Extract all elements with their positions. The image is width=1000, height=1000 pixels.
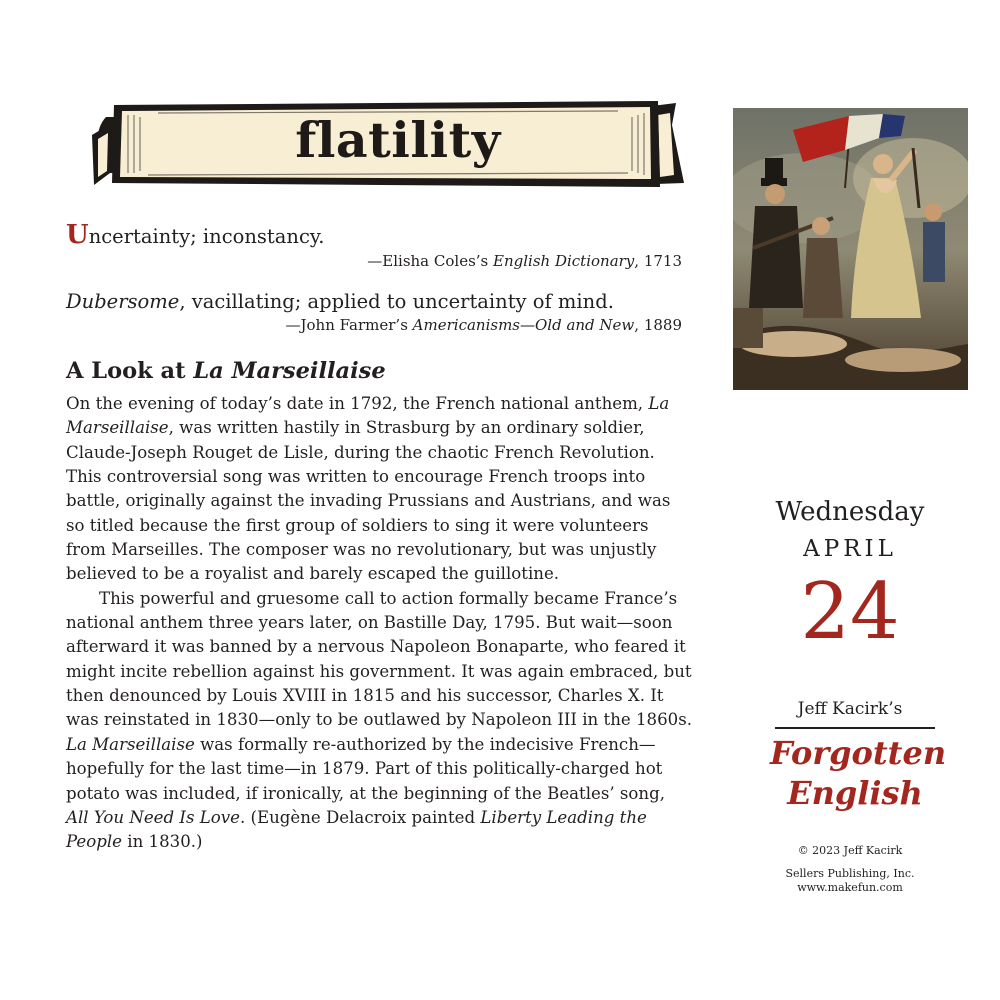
definition-2 [66,289,614,315]
text-run-italic: Liberty Leading the People [66,807,647,852]
text-run: , was written hastily in Strasburg by an ordinary soldier, Claude-Joseph Rouget de Lisle, during the chaotic French Revolution. This controversial song was written to encourage French troops into battle, originally against the invading Prussians and Austrians, and was so titled because the first group of soldiers to sing it were volunteers from Marseilles. The composer was no revolutionary, but was unjustly believed to be a royalist and barely escaped the guillotine. [66,418,671,584]
definition-1 [66,222,325,250]
text-run-italic: La Marseillaise [66,394,670,438]
painting-image [733,108,968,394]
definition-1-source [367,251,682,271]
text-run: . (Eugène Delacroix painted [239,807,481,827]
text-run: This powerful and gruesome call to action formally became France’s national anthem three years later, on Bastille Day, 1795. But wait—soon afterward it was banned by a nervous Napoleon Bonaparte, who feared it might incite rebellion against his government. It was again embraced, but then denounced by Louis XVIII in 1815 and his successor, Charles X. It was reinstated in 1830—only to be outlawed by Napoleon III in the 1860s. [66,588,692,730]
text-run-italic: All You Need Is Love [66,807,240,827]
source-title: Americanisms—Old and New [412,316,635,334]
source-year: , 1713 [634,252,682,270]
article-paragraph-1 [66,392,692,587]
divider [775,727,935,729]
text-run-italic: La Marseillaise [66,734,195,754]
publisher-name: Sellers Publishing, Inc. [785,867,915,880]
copyright: © 2023 Jeff Kacirk [797,844,903,857]
text-run: in 1830.) [121,832,203,852]
article-paragraph-2 [66,587,692,855]
definition-1-text: ncertainty; inconstancy. [88,225,325,248]
text-run: was formally re-authorized by the indecisive French—hopefully for the last time—in 1879. Part of this politically-charged hot potato was included, if ironically, at the beginning of the Beatles’ song, [66,734,665,803]
weekday: Wednesday [775,497,925,527]
definition-2-text: , vacillating; applied to uncertainty of mind. [179,290,614,313]
article-title [66,355,386,387]
article-body [66,392,692,855]
author-name: Jeff Kacirk’s [797,699,903,719]
brand-logo [770,733,947,813]
article-title-prefix: A Look at [66,358,194,384]
article-title-italic: La Marseillaise [193,358,386,384]
month: APRIL [803,536,897,562]
definition-2-lead: Dubersome [66,290,180,313]
brand-line-1: Forgotten [770,734,947,772]
headword: flatility [295,111,501,169]
publisher-website: www.makefun.com [797,881,903,894]
drop-cap: U [66,220,89,250]
text-run: On the evening of today’s date in 1792, the French national anthem, [66,394,649,413]
source-prefix: —Elisha Coles’s [367,252,494,270]
publisher-info [760,867,940,895]
source-year: , 1889 [634,316,682,334]
source-title: English Dictionary [493,252,635,270]
brand-line-2: English [787,774,923,812]
source-prefix: —John Farmer’s [285,316,413,334]
day-number: 24 [800,567,900,657]
definition-2-source [286,315,682,335]
headword-banner [88,95,688,195]
liberty-leading-the-people-painting [733,108,968,390]
